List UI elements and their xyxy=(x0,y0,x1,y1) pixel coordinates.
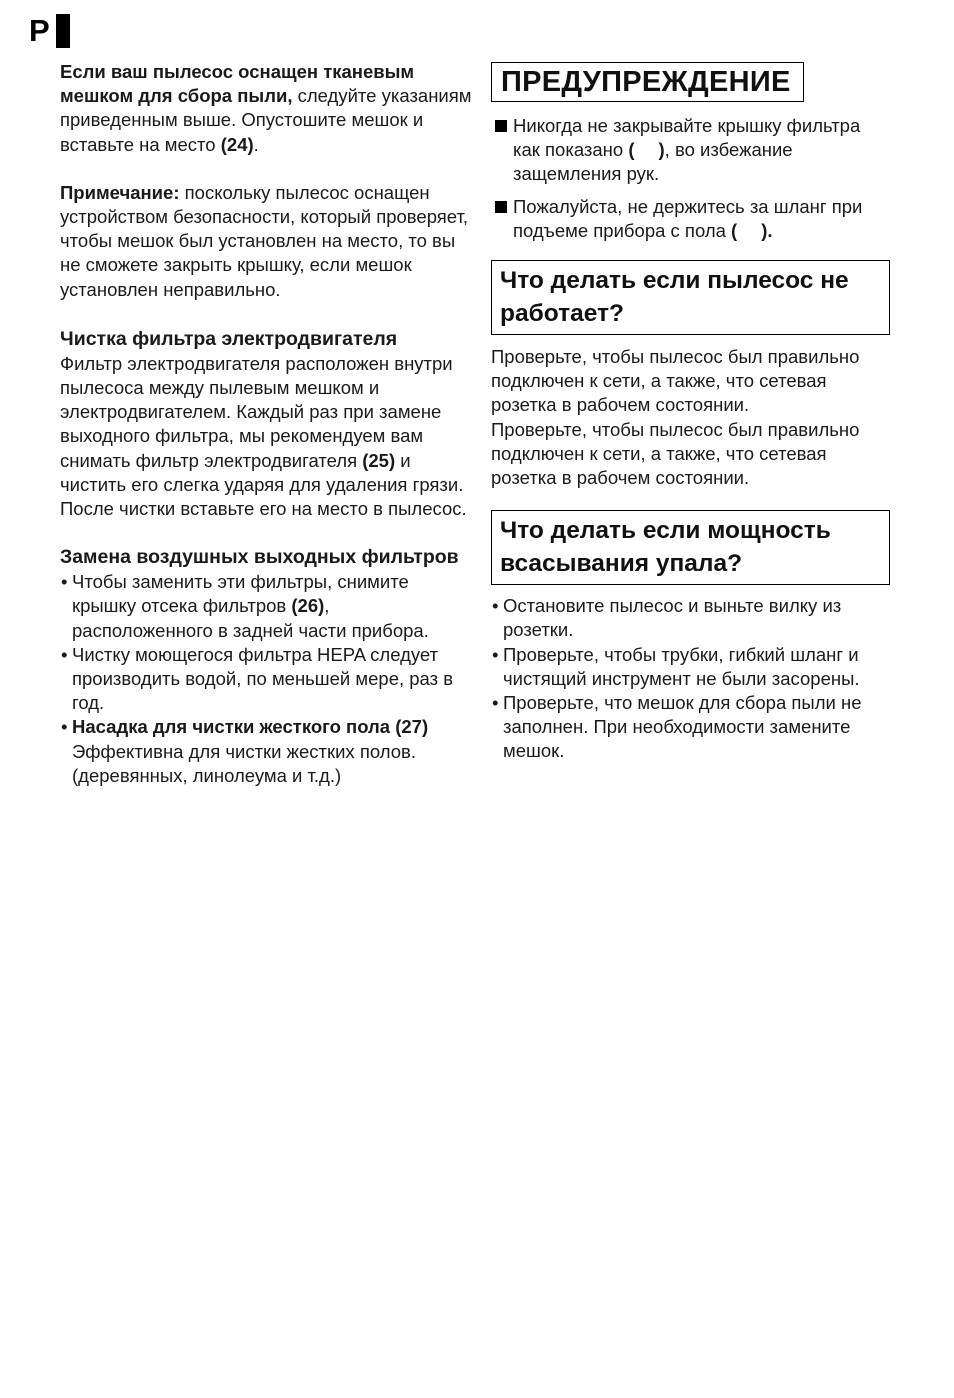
item-bold: Насадка для чистки жесткого пола (27) xyxy=(72,716,429,738)
warning-title: ПРЕДУПРЕЖДЕНИЕ xyxy=(501,66,791,98)
item-text: Остановите пылесос и выньте вилку из розетки. xyxy=(503,595,842,641)
bullet: • xyxy=(61,571,68,593)
not-working-paragraph-2: Проверьте, чтобы пылесос был правильно подключен к сети, а также, что сетевая розетка в рабочем состоянии. xyxy=(491,418,860,489)
item-ref: (26) xyxy=(291,595,325,617)
intro-ref: (24) xyxy=(220,133,254,155)
list-item xyxy=(491,691,889,764)
exhaust-filters-list xyxy=(60,570,475,788)
item-paren-close: ) xyxy=(658,139,665,161)
not-working-paragraph-1: Проверьте, чтобы пылесос был правильно подключен к сети, а также, что сетевая розетка в рабочем состоянии. xyxy=(491,346,860,416)
bullet: • xyxy=(492,643,499,665)
motor-filter-paragraph xyxy=(60,352,475,521)
item-text: Никогда не закрывайте крышку фильтра как показано xyxy=(513,115,861,161)
language-letter: P xyxy=(29,13,50,48)
note-paragraph xyxy=(60,181,475,302)
motor-filter-heading: Чистка фильтра электродвигателя xyxy=(60,327,398,350)
square-bullet-icon xyxy=(495,201,507,213)
item-end: , во избежание защемления рук. xyxy=(513,139,793,185)
motor-filter-text2: и чистить его слегка ударяя для удаления грязи. После чистки вставьте его на место в пылесос. xyxy=(60,449,467,520)
list-item xyxy=(491,114,891,187)
motor-filter-text1: Фильтр электродвигателя расположен внутри пылесоса между пылевым мешком и электродвигателем. Каждый раз при замене выходного фильтра, мы рекомендуем вам снимать фильтр электродвигателя xyxy=(60,352,453,471)
bullet: • xyxy=(61,643,68,665)
suction-drop-list xyxy=(491,594,889,763)
intro-bold: Если ваш пылесос оснащен тканевым мешком для сбора пыли, xyxy=(60,61,415,107)
item-paren-open: ( xyxy=(628,139,635,161)
item-text: Чтобы заменить эти фильтры, снимите крышку отсека фильтров xyxy=(72,571,409,617)
item-text: Пожалуйста, не держитесь за шланг при подъеме прибора с пола xyxy=(513,195,863,241)
item-paren-close: ). xyxy=(761,219,773,241)
square-bullet-icon xyxy=(495,120,507,132)
item-paren-open: ( xyxy=(731,219,738,241)
right-column xyxy=(491,62,891,764)
marker-bar xyxy=(56,14,70,48)
list-item xyxy=(60,570,475,643)
note-bold: Примечание: xyxy=(60,181,180,203)
list-item xyxy=(491,643,889,691)
list-item xyxy=(60,715,475,788)
bullet: • xyxy=(492,595,499,617)
bullet: • xyxy=(61,716,68,738)
list-item xyxy=(60,643,475,716)
list-item xyxy=(491,594,889,642)
left-column xyxy=(60,60,475,788)
note-text: поскольку пылесос оснащен устройством безопасности, который проверяет, чтобы мешок был установлен на место, то вы не сможете закрыть крышку, если мешок установлен неправильно. xyxy=(60,181,469,300)
suction-drop-box xyxy=(491,510,890,585)
item-text: Проверьте, чтобы трубки, гибкий шланг и чистящий инструмент не были засорены. xyxy=(503,643,860,689)
intro-end: . xyxy=(253,133,259,155)
item-text: Чистку моющегося фильтра HEPA следует производить водой, по меньшей мере, раз в год. xyxy=(72,643,454,714)
motor-filter-ref: (25) xyxy=(362,449,396,471)
suction-drop-title: Что делать если мощность всасывания упала? xyxy=(500,517,831,578)
not-working-box xyxy=(491,260,890,335)
bullet: • xyxy=(492,692,499,714)
page-language-marker xyxy=(29,14,70,48)
list-item xyxy=(491,195,891,243)
item-text: Эффективна для чистки жестких полов. (деревянных, линолеума и т.д.) xyxy=(72,740,416,786)
not-working-title: Что делать если пылесос не работает? xyxy=(500,267,849,328)
warning-list xyxy=(491,114,891,243)
warning-box xyxy=(491,62,804,102)
item-end: , расположенного в задней части прибора. xyxy=(72,595,429,641)
intro-paragraph xyxy=(60,60,475,157)
exhaust-filters-heading: Замена воздушных выходных фильтров xyxy=(60,546,459,569)
item-text: Проверьте, что мешок для сбора пыли не заполнен. При необходимости замените мешок. xyxy=(503,692,862,762)
intro-text: следуйте указаниям приведенным выше. Опустошите мешок и вставьте на место xyxy=(60,85,472,155)
